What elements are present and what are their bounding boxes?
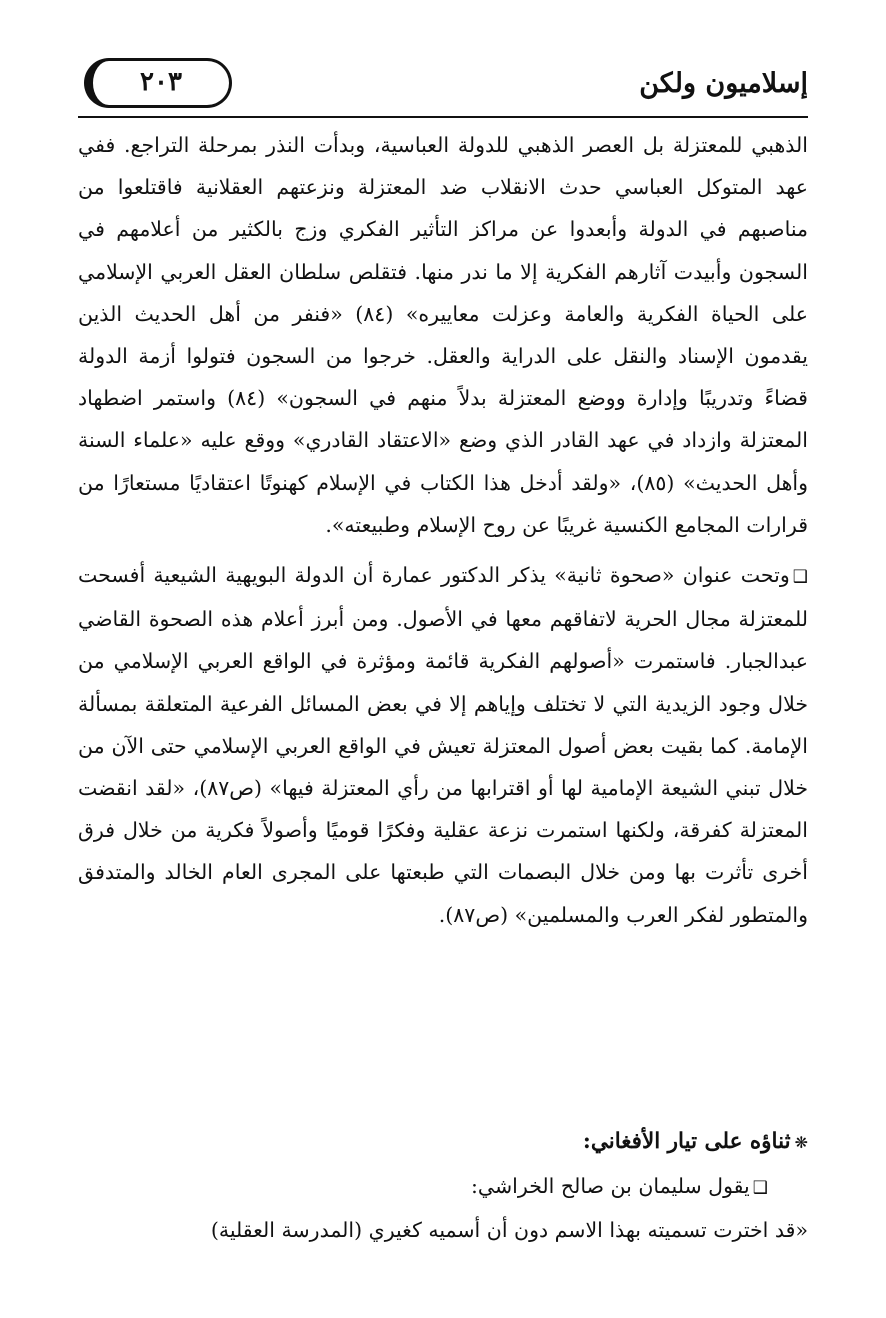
body-text	[78, 124, 808, 936]
checkbox-bullet-icon: ❑	[792, 567, 808, 588]
section-line-1	[78, 1165, 808, 1209]
asterisk-icon: ❋	[794, 1133, 808, 1152]
paragraph-1: الذهبي للمعتزلة بل العصر الذهبي للدولة العباسية، وبدأت النذر بمرحلة التراجع. ففي عهد المتوكل العباسي حدث الانقلاب ضد المعتزلة ونزعتهم العقلانية فاقتلعوا من مناصبهم في الدولة وأبعدوا عن مراكز التأثير الفكري وزج بالكثير من أعلامهم في السجون وأبيدت آثارهم الفكرية إلا ما ندر منها. فتقلص سلطان العقل العربي الإسلامي على الحياة الفكرية والعامة وعزلت معاييره» (٨٤) «فنفر من أهل الحديث الذين يقدمون الإسناد والنقل على الدراية والعقل. خرجوا من السجون فتولوا أزمة الدولة قضاءً وتدريبًا وإدارة ووضع المعتزلة بدلاً منهم في السجون» (٨٤) واستمر اضطهاد المعتزلة وازداد في عهد القادر الذي وضع «الاعتقاد القادري» ووقع عليه «علماء السنة وأهل الحديث» (٨٥)، «ولقد أدخل هذا الكتاب في الإسلام كهنوتًا اعتقاديًا مستعارًا من قرارات المجامع الكنسية غريبًا عن روح الإسلام وطبيعته».	[78, 133, 808, 537]
paragraph-2	[78, 554, 808, 936]
book-title: إسلاميون ولكن	[639, 68, 808, 99]
page-number: ٢٠٣	[84, 58, 232, 108]
checkbox-bullet-icon: ❑	[752, 1178, 768, 1198]
section-heading	[78, 1120, 808, 1165]
section	[78, 1120, 808, 1251]
section-heading-text: ثناؤه على تيار الأفغاني:	[582, 1129, 791, 1154]
page-header	[78, 52, 808, 116]
paragraph-2-text: وتحت عنوان «صحوة ثانية» يذكر الدكتور عمارة أن الدولة البويهية الشيعية أفسحت للمعتزلة مجال الحرية لاتفاقهم معها في الأصول. ومن أبرز أعلام هذه الصحوة القاضي عبدالجبار. فاستمرت «أصولهم الفكرية قائمة ومؤثرة في الواقع العربي الإسلامي من خلال وجود الزيدية التي لا تختلف وإياهم إلا في بعض المسائل الفرعية المتعلقة بمسألة الإمامة. كما بقيت بعض أصول المعتزلة تعيش في الواقع العربي الإسلامي حتى الآن من خلال تبني الشيعة الإمامية لها أو اقترابها من رأي المعتزلة فيها» (ص٨٧)، «لقد انقضت المعتزلة كفرقة، ولكنها استمرت نزعة عقلية وفكرًا قوميًا وأصولاً فكرية من خلال فرق أخرى تأثرت بها ومن خلال البصمات التي طبعتها على المجرى العام الخالد والمتدفق والمتطور لفكر العرب والمسلمين» (ص٨٧).	[78, 563, 809, 927]
header-rule	[78, 116, 808, 118]
section-line-1-text: يقول سليمان بن صالح الخراشي:	[471, 1174, 750, 1198]
section-line-2: «قد اخترت تسميته بهذا الاسم دون أن أسميه كغيري (المدرسة العقلية)	[210, 1218, 808, 1242]
